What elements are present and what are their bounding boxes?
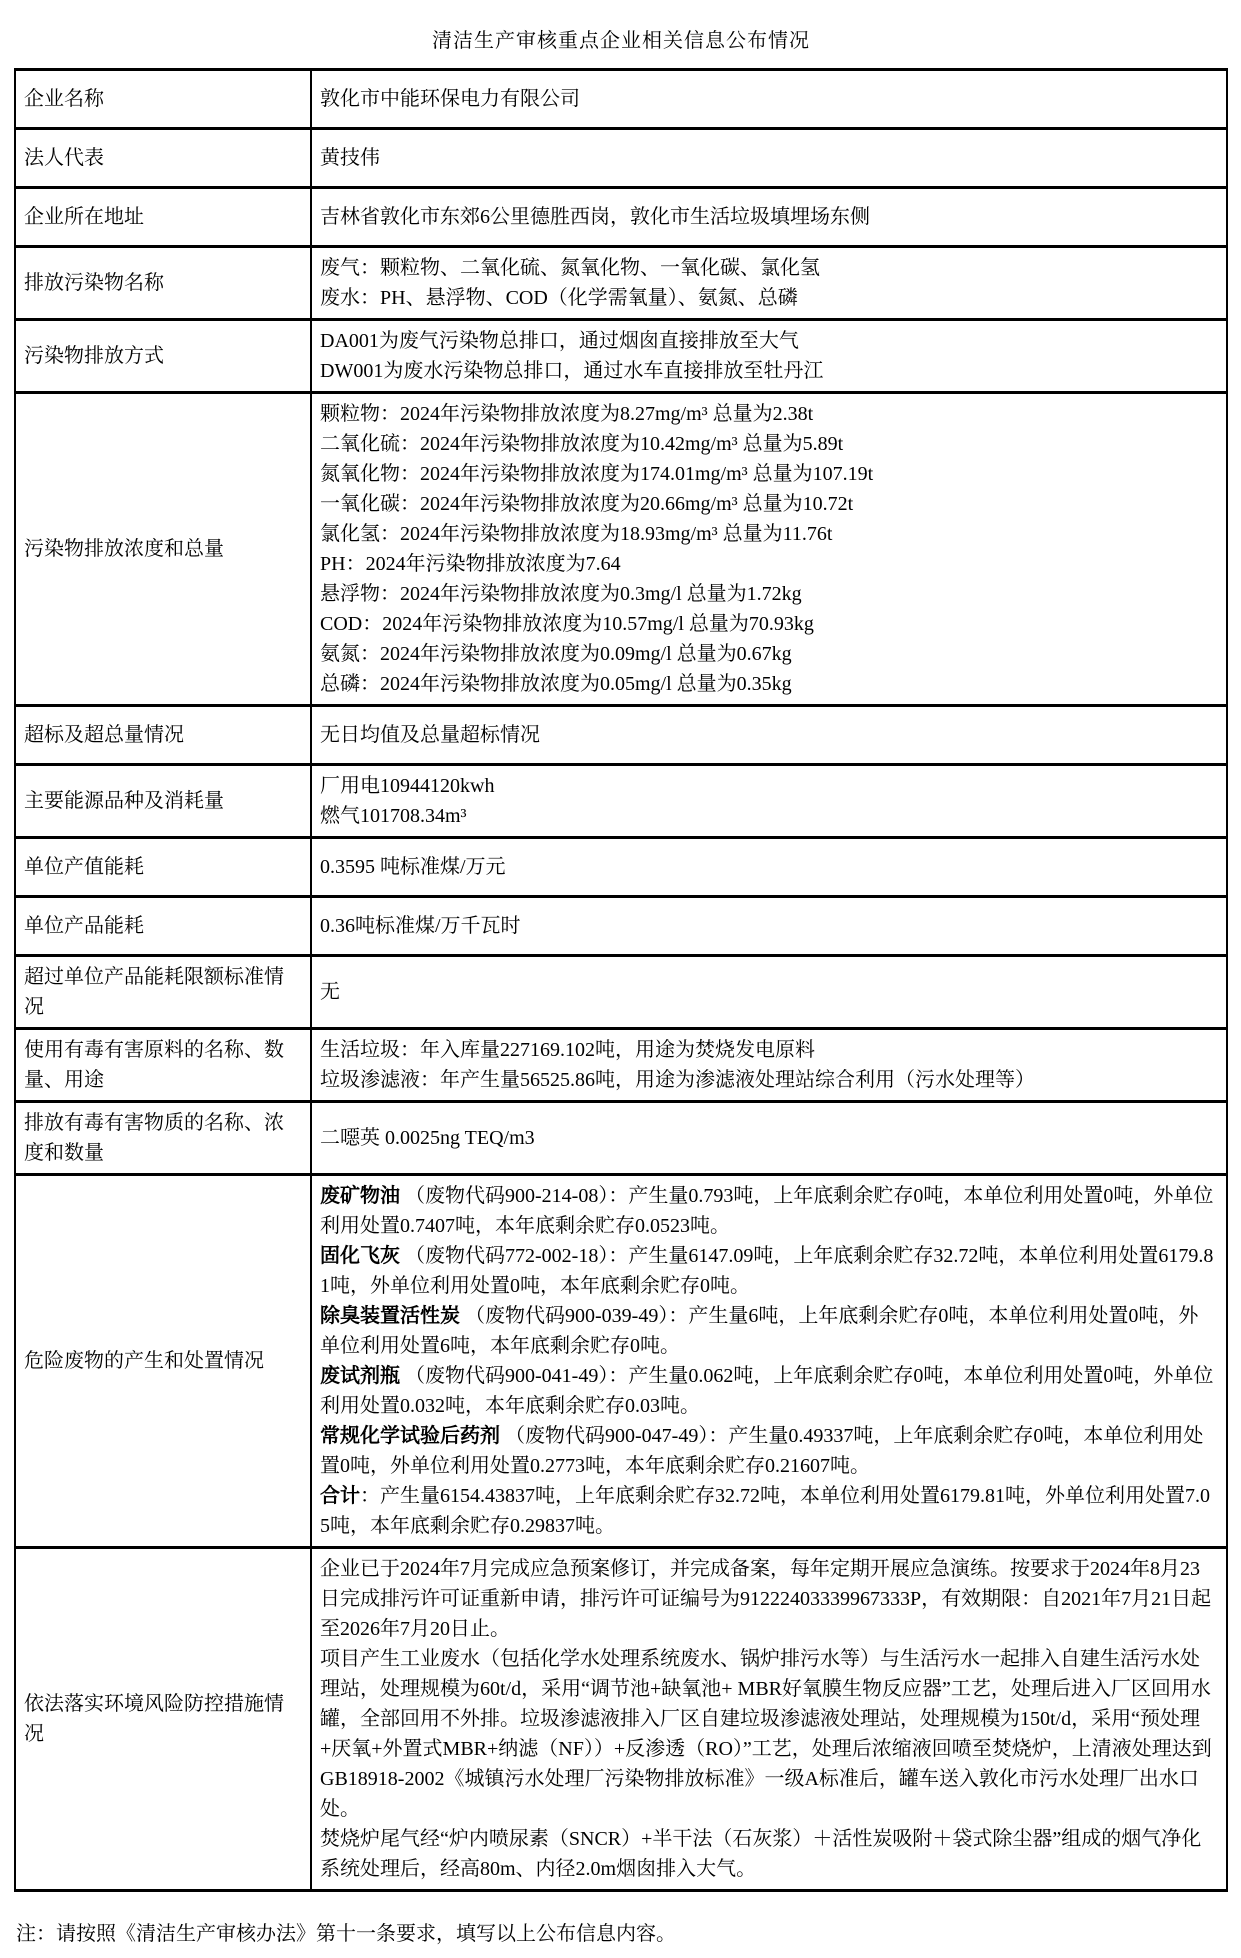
row-value <box>311 1175 1227 1548</box>
row-label: 单位产品能耗 <box>15 897 311 956</box>
row-value <box>311 1029 1227 1102</box>
value-line: 固化飞灰 （废物代码772-002-18）：产生量6147.09吨，上年底剩余贮存32.72吨，本单位利用处置6179.81吨，外单位利用处置0吨，本年底剩余贮存0吨。 <box>320 1245 1214 1297</box>
table-row <box>15 1548 1227 1891</box>
row-label: 使用有毒有害原料的名称、数量、用途 <box>15 1029 311 1102</box>
row-label: 排放有毒有害物质的名称、浓度和数量 <box>15 1102 311 1175</box>
value-line: 悬浮物：2024年污染物排放浓度为0.3mg/l 总量为1.72kg <box>320 583 802 605</box>
row-value <box>311 247 1227 320</box>
footnote: 注：请按照《清洁生产审核办法》第十一条要求，填写以上公布信息内容。 <box>16 1923 676 1945</box>
table-row <box>15 1102 1227 1175</box>
row-value <box>311 393 1227 706</box>
value-line: 厂用电10944120kwh <box>320 775 495 797</box>
table-row <box>15 247 1227 320</box>
value-line: 总磷：2024年污染物排放浓度为0.05mg/l 总量为0.35kg <box>320 673 792 695</box>
row-value <box>311 765 1227 838</box>
table-row <box>15 320 1227 393</box>
value-line: 燃气101708.34m³ <box>320 805 467 827</box>
value-line: 颗粒物：2024年污染物排放浓度为8.27mg/m³ 总量为2.38t <box>320 403 814 425</box>
value-line: COD：2024年污染物排放浓度为10.57mg/l 总量为70.93kg <box>320 613 814 635</box>
value-line: 废矿物油 （废物代码900-214-08）：产生量0.793吨，上年底剩余贮存0吨，本单位利用处置0吨，外单位利用处置0.7407吨，本年底剩余贮存0.0523吨。 <box>320 1185 1214 1237</box>
value-line: 二噁英 0.0025ng TEQ/m3 <box>320 1127 535 1149</box>
table-row <box>15 765 1227 838</box>
table-row <box>15 188 1227 247</box>
value-line: 废试剂瓶 （废物代码900-041-49）：产生量0.062吨，上年底剩余贮存0吨，本单位利用处置0吨，外单位利用处置0.032吨，本年底剩余贮存0.03吨。 <box>320 1365 1214 1417</box>
value-line: 除臭装置活性炭 （废物代码900-039-49）：产生量6吨，上年底剩余贮存0吨，本单位利用处置0吨，外单位利用处置6吨，本年底剩余贮存0吨。 <box>320 1305 1199 1357</box>
value-line: 无日均值及总量超标情况 <box>320 724 540 746</box>
row-value <box>311 956 1227 1029</box>
value-line: 企业已于2024年7月完成应急预案修订，并完成备案，每年定期开展应急演练。按要求于2024年8月23日完成排污许可证重新申请，排污许可证编号为91222403339967333P，有效期限：自2021年7月21日起至2026年7月20日止。 <box>320 1558 1212 1640</box>
value-line: 项目产生工业废水（包括化学水处理系统废水、锅炉排污水等）与生活污水一起排入自建生活污水处理站，处理规模为60t/d，采用“调节池+缺氧池+ MBR好氧膜生物反应器”工艺，处理后进入厂区回用水罐，全部回用不外排。垃圾渗滤液排入厂区自建垃圾渗滤液处理站，处理规模为150t/d，采用“预处理+厌氧+外置式MBR+纳滤（NF））+反渗透（RO）”工艺，处理后浓缩液回喷至焚烧炉，上清液处理达到GB18918-2002《城镇污水处理厂污染物排放标准》一级A标准后，罐车送入敦化市污水处理厂出水口处。 <box>320 1648 1212 1820</box>
row-value <box>311 1102 1227 1175</box>
value-line: 敦化市中能环保电力有限公司 <box>320 88 580 110</box>
table-row <box>15 1175 1227 1548</box>
page-title: 清洁生产审核重点企业相关信息公布情况 <box>432 30 810 52</box>
row-label: 排放污染物名称 <box>15 247 311 320</box>
value-line: 无 <box>320 981 340 1003</box>
value-line: 合计：产生量6154.43837吨，上年底剩余贮存32.72吨，本单位利用处置6179.81吨，外单位利用处置7.05吨，本年底剩余贮存0.29837吨。 <box>320 1485 1210 1537</box>
row-label: 污染物排放方式 <box>15 320 311 393</box>
row-label: 企业名称 <box>15 70 311 129</box>
row-label: 企业所在地址 <box>15 188 311 247</box>
row-value <box>311 320 1227 393</box>
value-line: 0.36吨标准煤/万千瓦时 <box>320 915 521 937</box>
value-line: 废水：PH、悬浮物、COD（化学需氧量）、氨氮、总磷 <box>320 287 798 309</box>
row-label: 单位产值能耗 <box>15 838 311 897</box>
table-row <box>15 897 1227 956</box>
table-row <box>15 1029 1227 1102</box>
info-table <box>14 68 1228 1892</box>
row-value <box>311 706 1227 765</box>
row-label: 主要能源品种及消耗量 <box>15 765 311 838</box>
row-label: 依法落实环境风险防控措施情况 <box>15 1548 311 1891</box>
row-label: 超过单位产品能耗限额标准情况 <box>15 956 311 1029</box>
value-line: 0.3595 吨标准煤/万元 <box>320 856 506 878</box>
table-row <box>15 393 1227 706</box>
value-line: DA001为废气污染物总排口，通过烟囱直接排放至大气 <box>320 330 799 352</box>
row-label: 超标及超总量情况 <box>15 706 311 765</box>
table-body <box>15 70 1227 1891</box>
row-value <box>311 188 1227 247</box>
table-row <box>15 70 1227 129</box>
row-value <box>311 838 1227 897</box>
row-value <box>311 70 1227 129</box>
row-value <box>311 129 1227 188</box>
value-line: 焚烧炉尾气经“炉内喷尿素（SNCR）+半干法（石灰浆）＋活性炭吸附＋袋式除尘器”组成的烟气净化系统处理后，经高80m、内径2.0m烟囱排入大气。 <box>320 1828 1202 1880</box>
row-label: 法人代表 <box>15 129 311 188</box>
table-row <box>15 706 1227 765</box>
value-line: 吉林省敦化市东郊6公里德胜西岗，敦化市生活垃圾填埋场东侧 <box>320 206 870 228</box>
row-value <box>311 897 1227 956</box>
value-line: 二氧化硫：2024年污染物排放浓度为10.42mg/m³ 总量为5.89t <box>320 433 844 455</box>
value-line: 生活垃圾：年入库量227169.102吨，用途为焚烧发电原料 <box>320 1039 815 1061</box>
row-value <box>311 1548 1227 1891</box>
value-line: 氮氧化物：2024年污染物排放浓度为174.01mg/m³ 总量为107.19t <box>320 463 874 485</box>
row-label: 危险废物的产生和处置情况 <box>15 1175 311 1548</box>
value-line: 氯化氢：2024年污染物排放浓度为18.93mg/m³ 总量为11.76t <box>320 523 833 545</box>
value-line: 废气：颗粒物、二氧化硫、氮氧化物、一氧化碳、氯化氢 <box>320 257 820 279</box>
value-line: 黄技伟 <box>320 147 380 169</box>
value-line: 一氧化碳：2024年污染物排放浓度为20.66mg/m³ 总量为10.72t <box>320 493 854 515</box>
value-line: DW001为废水污染物总排口，通过水车直接排放至牡丹江 <box>320 360 824 382</box>
value-line: PH：2024年污染物排放浓度为7.64 <box>320 553 621 575</box>
table-row <box>15 838 1227 897</box>
value-line: 常规化学试验后药剂 （废物代码900-047-49）：产生量0.49337吨，上年底剩余贮存0吨，本单位利用处置0吨，外单位利用处置0.2773吨，本年底剩余贮存0.21607吨。 <box>320 1425 1204 1477</box>
table-row <box>15 129 1227 188</box>
table-row <box>15 956 1227 1029</box>
value-line: 垃圾渗滤液：年产生量56525.86吨，用途为渗滤液处理站综合利用（污水处理等） <box>320 1069 1035 1091</box>
row-label: 污染物排放浓度和总量 <box>15 393 311 706</box>
value-line: 氨氮：2024年污染物排放浓度为0.09mg/l 总量为0.67kg <box>320 643 792 665</box>
